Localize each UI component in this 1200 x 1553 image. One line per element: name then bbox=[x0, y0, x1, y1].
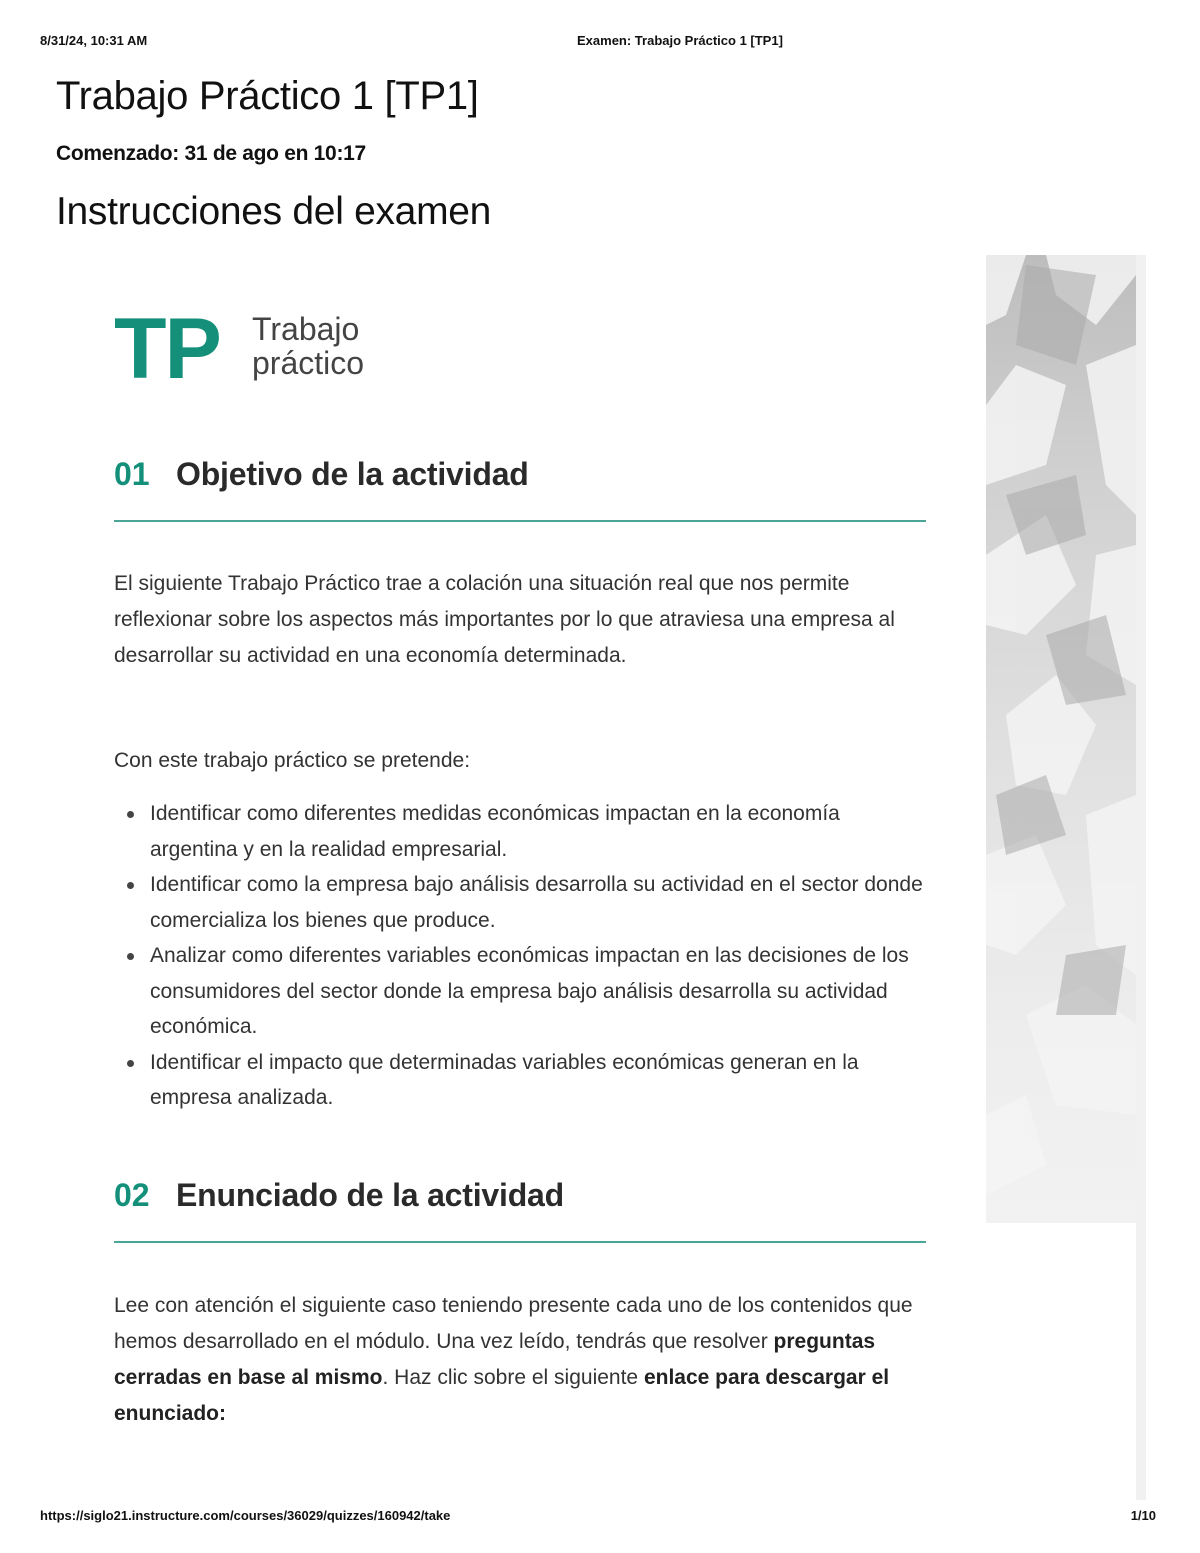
print-date: 8/31/24, 10:31 AM bbox=[40, 33, 148, 48]
enunciado-text-bold-1: preguntas cerradas en base al mismo bbox=[114, 1330, 876, 1389]
list-item bbox=[150, 867, 926, 938]
enunciado-paragraph bbox=[114, 1288, 926, 1432]
print-doc-title: Examen: Trabajo Práctico 1 [TP1] bbox=[577, 33, 783, 48]
tp-logo-line1: Trabajo bbox=[252, 311, 360, 347]
tp-logo-letters: TP bbox=[114, 301, 220, 397]
list-item-text: Identificar como la empresa bajo análisis desarrolla su actividad en el sector donde comercializa los bienes que produce. bbox=[150, 873, 923, 932]
section-objetivo-heading bbox=[114, 456, 926, 516]
objetivo-intro: Con este trabajo práctico se pretende: bbox=[114, 749, 471, 772]
section-divider bbox=[114, 1241, 926, 1243]
bullet-icon bbox=[127, 811, 134, 818]
enunciado-text-bold-2: enlace para bbox=[643, 1366, 766, 1389]
objetivo-bullet-list bbox=[114, 796, 926, 1116]
instructions-heading: Instrucciones del examen bbox=[56, 190, 492, 233]
objetivo-paragraph: El siguiente Trabajo Práctico trae a colación una situación real que nos permite reflexionar sobre los aspectos más importantes por lo que atraviesa una empresa al desarrollar su actividad en una economía determinada. bbox=[114, 572, 895, 667]
download-link-text[interactable]: descargar el enunciado: bbox=[114, 1366, 890, 1425]
section-divider bbox=[114, 520, 926, 522]
section-number: 02 bbox=[114, 1177, 150, 1213]
section-title: Enunciado de la actividad bbox=[176, 1177, 564, 1213]
architecture-pattern-icon bbox=[986, 255, 1136, 1223]
started-timestamp: Comenzado: 31 de ago en 10:17 bbox=[56, 142, 366, 165]
bullet-icon bbox=[127, 1060, 134, 1067]
tp-logo bbox=[114, 301, 414, 397]
bullet-icon bbox=[127, 953, 134, 960]
bullet-icon bbox=[127, 882, 134, 889]
section-enunciado-heading bbox=[114, 1177, 926, 1237]
enunciado-text-c: . Haz clic sobre el siguiente bbox=[382, 1366, 644, 1389]
list-item bbox=[150, 1045, 926, 1116]
section-number: 01 bbox=[114, 456, 150, 492]
list-item-text: Identificar como diferentes medidas económicas impactan en la economía argentina y en la realidad empresarial. bbox=[150, 802, 840, 861]
list-item bbox=[150, 796, 926, 867]
enunciado-text-a: Lee con atención el siguiente caso teniendo presente cada uno de los contenidos que hemos desarrollado en el módulo. Una vez leído, tendrás que resolver bbox=[114, 1294, 913, 1353]
tp-logo-line2: práctico bbox=[252, 345, 365, 381]
list-item-text: Analizar como diferentes variables económicas impactan en las decisiones de los consumidores del sector donde la empresa bajo análisis desarrolla su actividad económica. bbox=[150, 944, 909, 1038]
page-counter: 1/10 bbox=[1130, 1508, 1156, 1523]
print-header bbox=[40, 33, 1160, 49]
tp-logo-words bbox=[252, 312, 364, 380]
section-title: Objetivo de la actividad bbox=[176, 456, 529, 492]
list-item bbox=[150, 938, 926, 1045]
list-item-text: Identificar el impacto que determinadas variables económicas generan en la empresa analizada. bbox=[150, 1050, 859, 1109]
scrollbar-track[interactable] bbox=[1136, 255, 1146, 1500]
page-url: https://siglo21.instructure.com/courses/36029/quizzes/160942/take bbox=[40, 1508, 451, 1523]
page-title: Trabajo Práctico 1 [TP1] bbox=[56, 74, 479, 118]
decorative-architecture-image bbox=[986, 255, 1136, 1223]
